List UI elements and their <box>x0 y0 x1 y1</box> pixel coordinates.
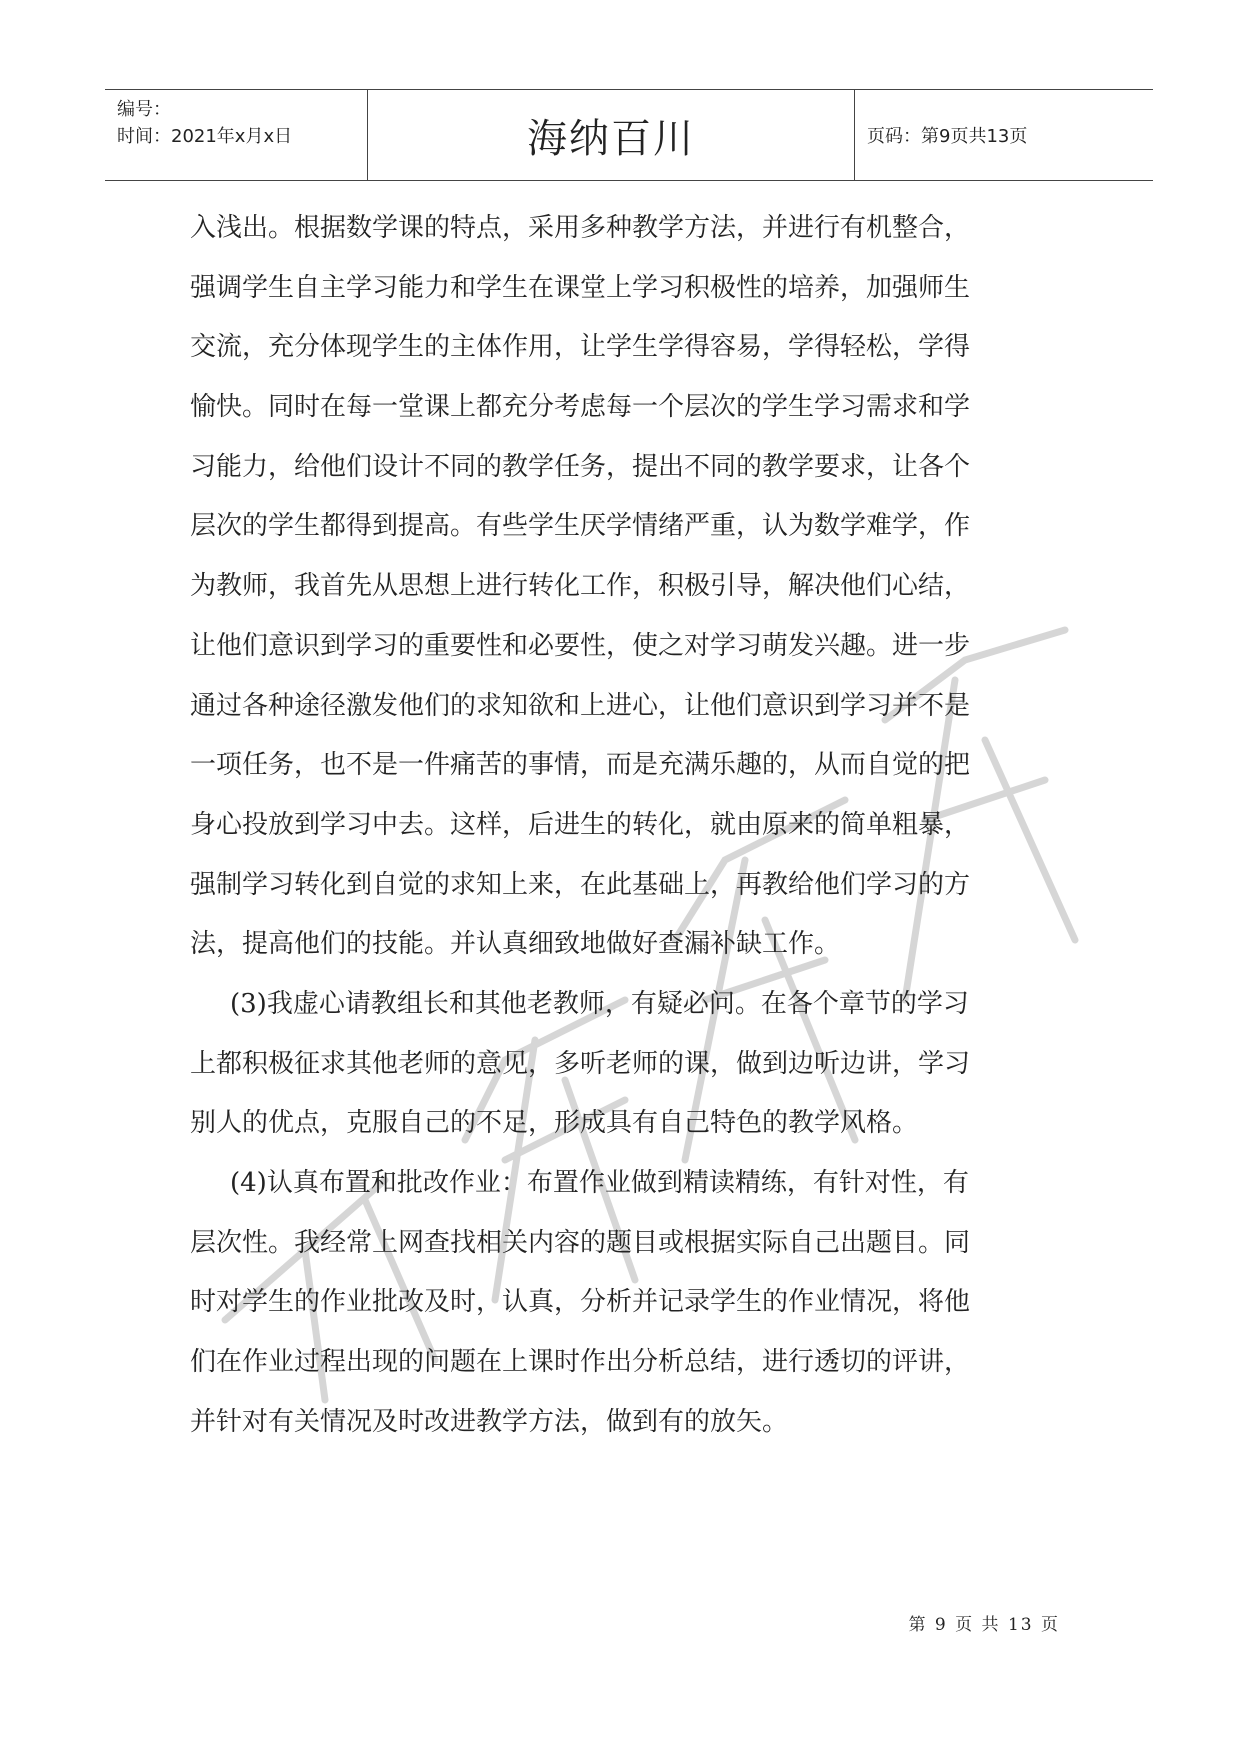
paragraph-3-start: (3)我虚心请教组长和其他老教师，有疑必问。在各个章节的学习 <box>230 988 969 1019</box>
body-line: 们在作业过程出现的问题在上课时作出分析总结，进行透切的评讲， <box>190 1347 971 1378</box>
body-line: 交流，充分体现学生的主体作用，让学生学得容易，学得轻松，学得 <box>190 332 971 363</box>
body-line: 时对学生的作业批改及时，认真，分析并记录学生的作业情况，将他 <box>190 1287 971 1318</box>
body-line: 层次的学生都得到提高。有些学生厌学情绪严重，认为数学难学，作 <box>190 511 971 542</box>
document-body <box>190 199 1060 1452</box>
footer-page-number: 第 9 页 共 13 页 <box>908 1615 1060 1635</box>
body-line: 强调学生自主学习能力和学生在课堂上学习积极性的培养，加强师生 <box>190 272 971 303</box>
body-line: 愉快。同时在每一堂课上都充分考虑每一个层次的学生学习需求和学 <box>190 392 971 423</box>
header-meta-cell <box>105 90 368 180</box>
body-line: 别人的优点，克服自己的不足，形成具有自己特色的教学风格。 <box>190 1108 919 1139</box>
page-header <box>105 89 1153 181</box>
header-page-cell <box>855 90 1153 180</box>
body-line: 并针对有关情况及时改进教学方法，做到有的放矢。 <box>190 1406 789 1437</box>
body-line: 一项任务，也不是一件痛苦的事情，而是充满乐趣的，从而自觉的把 <box>190 750 971 781</box>
paragraph-4-start: (4)认真布置和批改作业：布置作业做到精读精练，有针对性，有 <box>230 1168 969 1198</box>
document-title: 海纳百川 <box>527 115 695 162</box>
body-line: 习能力，给他们设计不同的教学任务，提出不同的教学要求，让各个 <box>190 451 971 482</box>
document-time-label: 时间：2021年x月x日 <box>117 126 293 147</box>
body-line: 法，提高他们的技能。并认真细致地做好查漏补缺工作。 <box>190 929 841 960</box>
body-line: 身心投放到学习中去。这样，后进生的转化，就由原来的简单粗暴， <box>190 809 971 840</box>
header-title-cell <box>368 90 855 180</box>
body-line: 入浅出。根据数学课的特点，采用多种教学方法，并进行有机整合， <box>190 213 971 243</box>
body-line: 为教师，我首先从思想上进行转化工作，积极引导，解决他们心结， <box>190 571 971 602</box>
body-line: 让他们意识到学习的重要性和必要性，使之对学习萌发兴趣。进一步 <box>190 630 971 661</box>
body-line: 强制学习转化到自觉的求知上来，在此基础上，再教给他们学习的方 <box>190 869 971 900</box>
body-line: 层次性。我经常上网查找相关内容的题目或根据实际自己出题目。同 <box>190 1227 971 1258</box>
document-number-label: 编号： <box>117 99 171 120</box>
body-line: 上都积极征求其他老师的意见，多听老师的课，做到边听边讲，学习 <box>190 1048 971 1079</box>
header-page-number: 页码：第9页共13页 <box>867 126 1028 147</box>
body-line: 通过各种途径激发他们的求知欲和上进心，让他们意识到学习并不是 <box>190 690 971 721</box>
